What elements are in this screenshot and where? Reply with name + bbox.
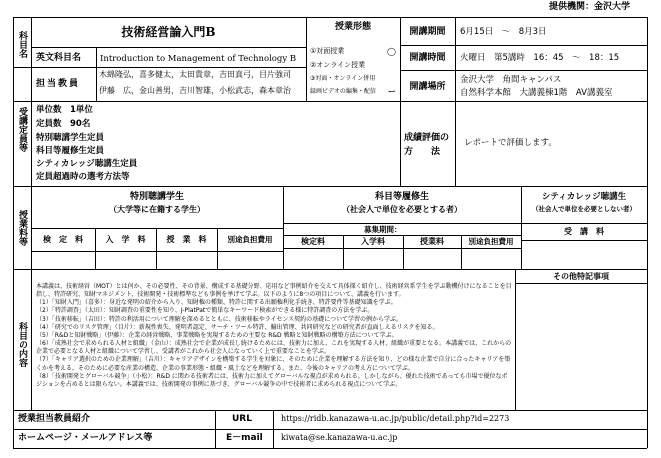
- special-student-title: 特別聴講学生: [129, 192, 184, 202]
- non-degree-col-tuition: 授業料: [420, 237, 444, 246]
- format-option-4: 録画ビデオの編集・配信: [310, 88, 376, 95]
- format-option-1: ①対面授業: [310, 47, 345, 55]
- capacity-number: 定員数 90名: [36, 119, 91, 129]
- non-degree-title: 科目等履修生: [374, 192, 429, 202]
- url-label: URL: [232, 414, 252, 424]
- special-col-tuition: 授 業 料: [166, 235, 207, 244]
- instructor-label: 担当教員: [36, 79, 81, 89]
- instructor-intro-label: 授業担当教員紹介: [18, 414, 91, 424]
- english-name-value: Introduction to Management of Technology B: [100, 54, 297, 64]
- email-label: E－mail: [226, 433, 263, 443]
- non-degree-subtitle: （社会人で単位を必要とする者）: [342, 205, 462, 214]
- place-line-1: 金沢大学 角間キャンパス: [460, 75, 562, 85]
- description-item-1: （1）「知財入門」（喜多）：身近な発明の紹介から入り、知財権の種類、特許に関する出願権利化手続き、特許要件等基礎知識を学ぶ。: [36, 299, 397, 307]
- description-item-4: （4）「研究でのリスク管理」（目片）：新規性喪失、発明者認定、サーチ・ツール特許、輸出管理、共同研究などの研究者が直面しえるリスクを知る。: [36, 323, 439, 331]
- non-degree-col-exam: 検定料: [301, 237, 325, 246]
- special-student-subtitle: （大学等に在籍する学生）: [109, 205, 205, 214]
- format-option-3: ③対面・オンライン併用: [310, 75, 376, 82]
- description-item-2: （2）「特許調査」（太田）：知財調査の重要性を知り、J-PlatPatで簡単なキーワード検索ができる様に特許調査の方法を学ぶ。: [36, 307, 374, 315]
- city-col-fee: 受 講 料: [564, 227, 604, 236]
- time-value: 火曜日 第5講時 16：45 ～ 18：15: [460, 53, 620, 63]
- period-label: 開講期間: [409, 27, 446, 37]
- format-mark-1: ◯: [387, 47, 396, 56]
- non-degree-col-other: 別途負担費用: [468, 237, 514, 246]
- homepage-email-label: ホームページ・メールアドレス等: [18, 433, 153, 443]
- instructors-line-2: 伊藤 広，金山善男，吉川智雄，小松武志，森本章治: [99, 86, 291, 95]
- city-college-title: シティカレッジ聴講生: [541, 192, 627, 202]
- email-value[interactable]: kiwata@se.kanazawa-u.ac.jp: [281, 433, 398, 442]
- description-item-5: （5）「R&Dと知財戦略」（伊藤）：企業の経営戦略、事業戦略を実現するための主要な R&D 戦略と知財戦略の構築方法について学ぶ。: [36, 331, 398, 339]
- capacity-credits: 単位数 1単位: [36, 105, 93, 115]
- format-mark-2: ー: [388, 87, 396, 96]
- special-col-admission: 入 学 料: [105, 235, 146, 244]
- time-label: 開講時間: [409, 53, 446, 63]
- place-label: 開講場所: [409, 82, 446, 92]
- format-option-2: ②オンライン授業: [310, 61, 366, 69]
- side-label-course-info: 受講定員等: [17, 107, 27, 152]
- course-description: [36, 283, 512, 389]
- place-line-2: 自然科学本館 大講義棟1階 AV講義室: [460, 88, 613, 98]
- english-name-label: 英文科目名: [36, 53, 82, 63]
- non-degree-recruit: 募集期間：: [364, 225, 402, 234]
- capacity-selection: 定員超過時の選考方法等: [36, 172, 130, 182]
- side-label-content: 科目の内容: [17, 322, 27, 367]
- description-item-6: （6）「成熟社会で求められる人材と組織」（金山）：成熟社会で企業が成長し続けるためには、技術力に加え、これを実現する人材、組織が重要となる。本講義では、これからの企業で必要となる人材と組織について学習し、受講者がこれから社会人になっていく上で重要なことを学ぶ。: [36, 340, 512, 356]
- special-col-other: 別途負担費用: [227, 235, 273, 244]
- period-value: 6月15日 ～ 8月3日: [460, 27, 547, 37]
- evaluation-label-1: 成績評価の: [404, 133, 450, 143]
- side-label-fees: 授業料等: [17, 210, 27, 246]
- description-item-8: （8）「技術開発とグローバル競争」（小松）：R&D に関わる技術者には、技術力に加えてグローバルな視点が求められる。しかしながら、優れた技術であっても市場で優位なポジションを占めるとは限らない。本講義では、技術開発の事例に基づき、グローバル競争の中で技術者に求められる視点について学ぶ。: [36, 372, 508, 388]
- non-degree-col-admission: 入学料: [361, 237, 385, 246]
- side-label-subject-name: 科目名: [17, 31, 27, 58]
- special-col-exam: 検 定 料: [43, 235, 83, 244]
- description-item-3: （3）「技術移転」（吉田）：特許の利活用について理解を深めるとともに、技術移転やライセンス契約の基礎について学習の例から学ぶ。: [36, 315, 403, 323]
- url-value[interactable]: https://ridb.kanazawa-u.ac.jp/public/detail.php?id=2273: [281, 414, 510, 423]
- description-paragraph: 本講義は、技術経営（MOT）とは何か、その必要性、その背景、構成する基礎分野、応用など事例紹介を交えて具体探く紹介し、技術経営系学生を学ぶ動機付けになることを目指し、特許研究、知財マネジメント、技術開発・技術標準なども事例を挙げて学ぶ。以下のように8つの項目について、講義を行います。: [36, 283, 512, 299]
- other-notes-label: その他特記事項: [553, 272, 609, 281]
- city-college-subtitle: （社会人で単位を必要としない者）: [532, 205, 636, 213]
- course-title: 技術経営論入門B: [121, 25, 216, 39]
- format-label: 授業形態: [334, 22, 371, 32]
- evaluation-value: レポートで評価します。: [464, 138, 557, 148]
- capacity-city: シティカレッジ聴講生定員: [36, 159, 138, 169]
- description-item-7: （7）「キャリア選択のための企業理解」（吉川）：キャリアデザインを構築する学生を対象に、そのために企業を理解する方法を知り、どの様な企業で自分に合ったキャリアを築くかを考える。そのために必要な産業の構造、企業の事業形態・組織・風土などを理解する。また、今後のキャリアの考え方について学ぶ。: [36, 356, 511, 372]
- capacity-special: 特別聴講学生定員: [36, 133, 105, 143]
- capacity-non-degree: 科目等履修生定員: [36, 146, 105, 156]
- evaluation-label-2: 方 法: [404, 147, 441, 157]
- instructors-line-1: 木綿隆弘，喜多健太，太田貴章，吉田真弓，目片強司: [99, 70, 291, 79]
- provider-label: 提供機関：金沢大学: [549, 2, 631, 12]
